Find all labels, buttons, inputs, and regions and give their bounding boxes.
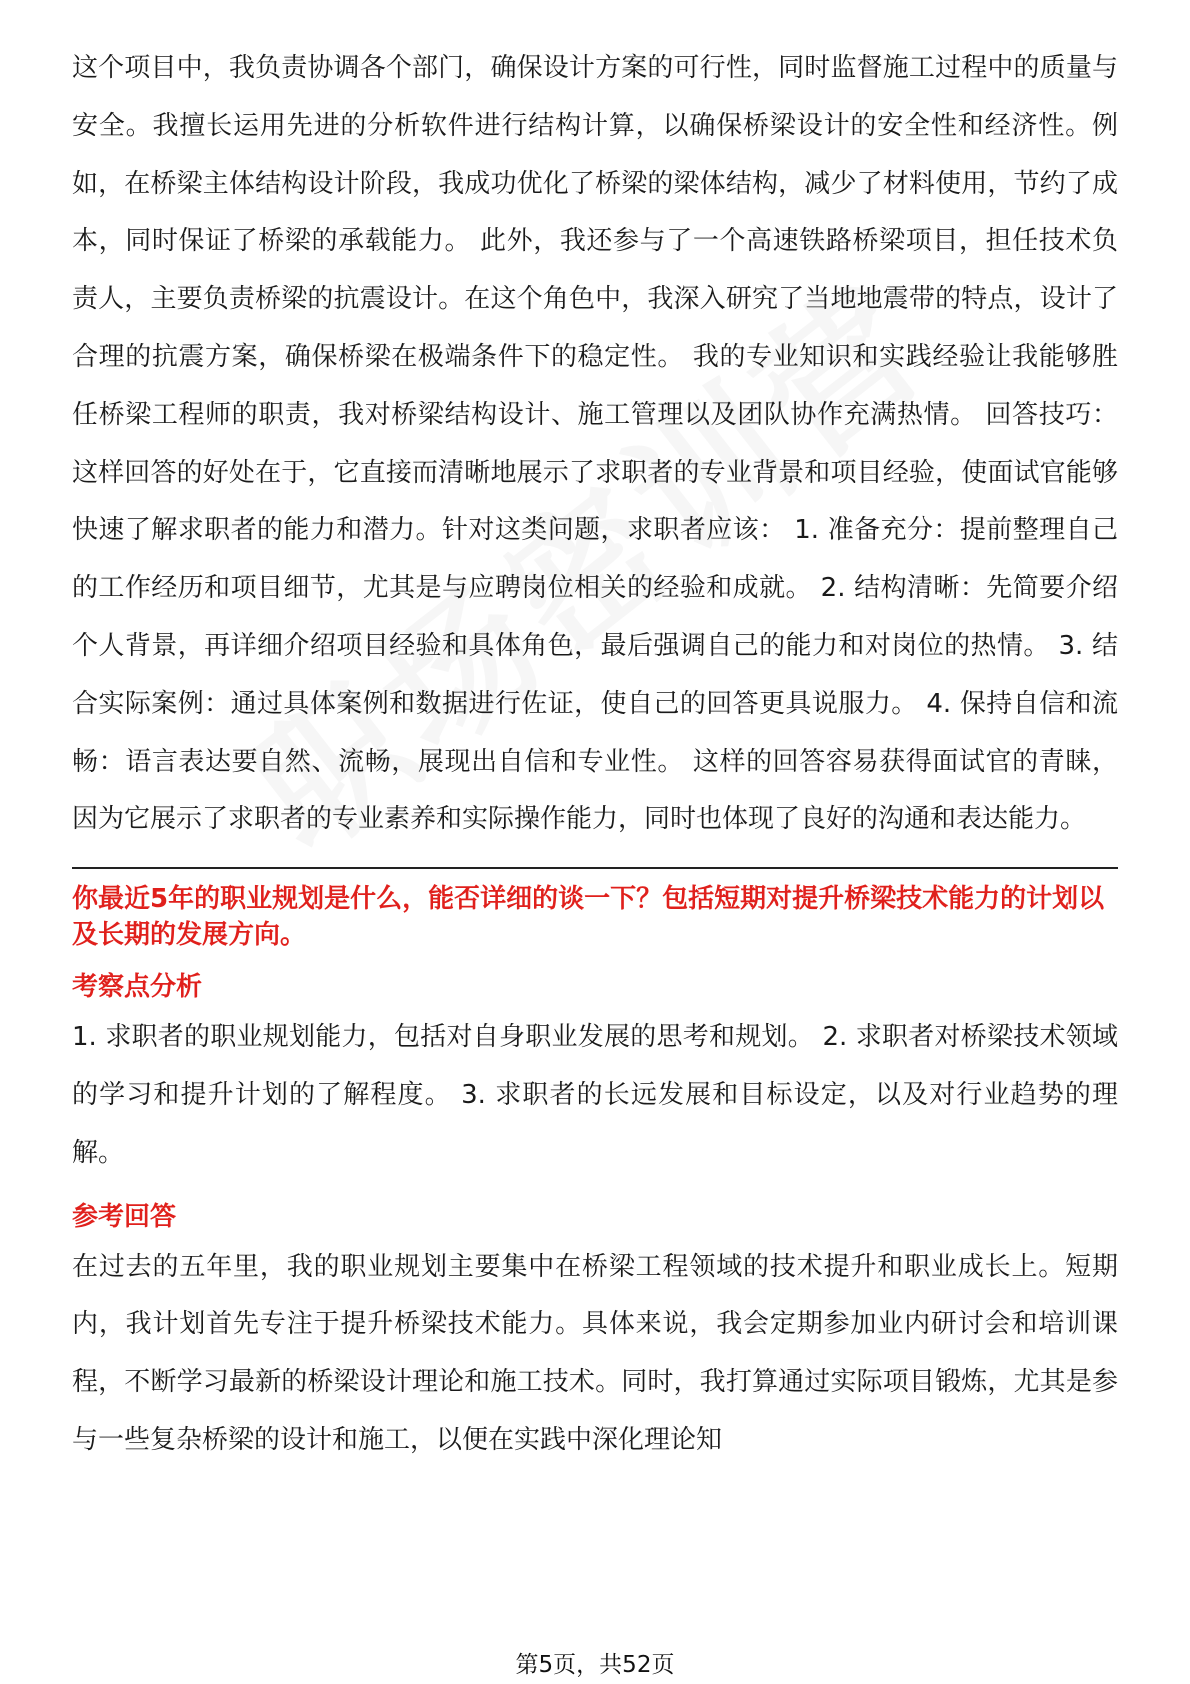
answer-text: 在过去的五年里，我的职业规划主要集中在桥梁工程领域的技术提升和职业成长上。短期内，我计划首先专注于提升桥梁技术能力。具体来说，我会定期参加业内研讨会和培训课程，不断学习最新的桥梁设计理论和施工技术。同时，我打算通过实际项目锻炼，尤其是参与一些复杂桥梁的设计和施工，以便在实践中深化理论知 — [72, 1251, 1118, 1455]
document-page — [72, 40, 1118, 1470]
answer-heading: 参考回答 — [72, 1201, 177, 1232]
intro-paragraph: 这个项目中，我负责协调各个部门，确保设计方案的可行性，同时监督施工过程中的质量与安全。我擅长运用先进的分析软件进行结构计算，以确保桥梁设计的安全性和经济性。例如，在桥梁主体结构设计阶段，我成功优化了桥梁的梁体结构，减少了材料使用，节约了成本，同时保证了桥梁的承载能力。 此外，我还参与了一个高速铁路桥梁项目，担任技术负责人，主要负责桥梁的抗震设计。在这个角色中，我深入研究了当地地震带的特点，设计了合理的抗震方案，确保桥梁在极端条件下的稳定性。 我的专业知识和实践经验让我能够胜任桥梁工程师的职责，我对桥梁结构设计、施工管理以及团队协作充满热情。 回答技巧： 这样回答的好处在于，它直接而清晰地展示了求职者的专业背景和项目经验，使面试官能够快速了解求职者的能力和潜力。针对这类问题，求职者应该： 1. 准备充分：提前整理自己的工作经历和项目细节，尤其是与应聘岗位相关的经验和成就。 2. 结构清晰：先简要介绍个人背景，再详细介绍项目经验和具体角色，最后强调自己的能力和对岗位的热情。 3. 结合实际案例：通过具体案例和数据进行佐证，使自己的回答更具说服力。 4. 保持自信和流畅：语言表达要自然、流畅，展现出自信和专业性。 这样的回答容易获得面试官的青睐，因为它展示了求职者的专业素养和实际操作能力，同时也体现了良好的沟通和表达能力。 — [72, 53, 1118, 835]
analysis-heading: 考察点分析 — [72, 972, 203, 1003]
page-number: 第5页，共52页 — [515, 1652, 675, 1678]
analysis-text: 1. 求职者的职业规划能力，包括对自身职业发展的思考和规划。 2. 求职者对桥梁技术领域的学习和提升计划的了解程度。 3. 求职者的长远发展和目标设定，以及对行业趋势的理解。 — [72, 1022, 1118, 1168]
section-divider — [72, 867, 1118, 869]
interview-question: 你最近5年的职业规划是什么，能否详细的谈一下？包括短期对提升桥梁技术能力的计划以及长期的发展方向。 — [72, 884, 1105, 951]
